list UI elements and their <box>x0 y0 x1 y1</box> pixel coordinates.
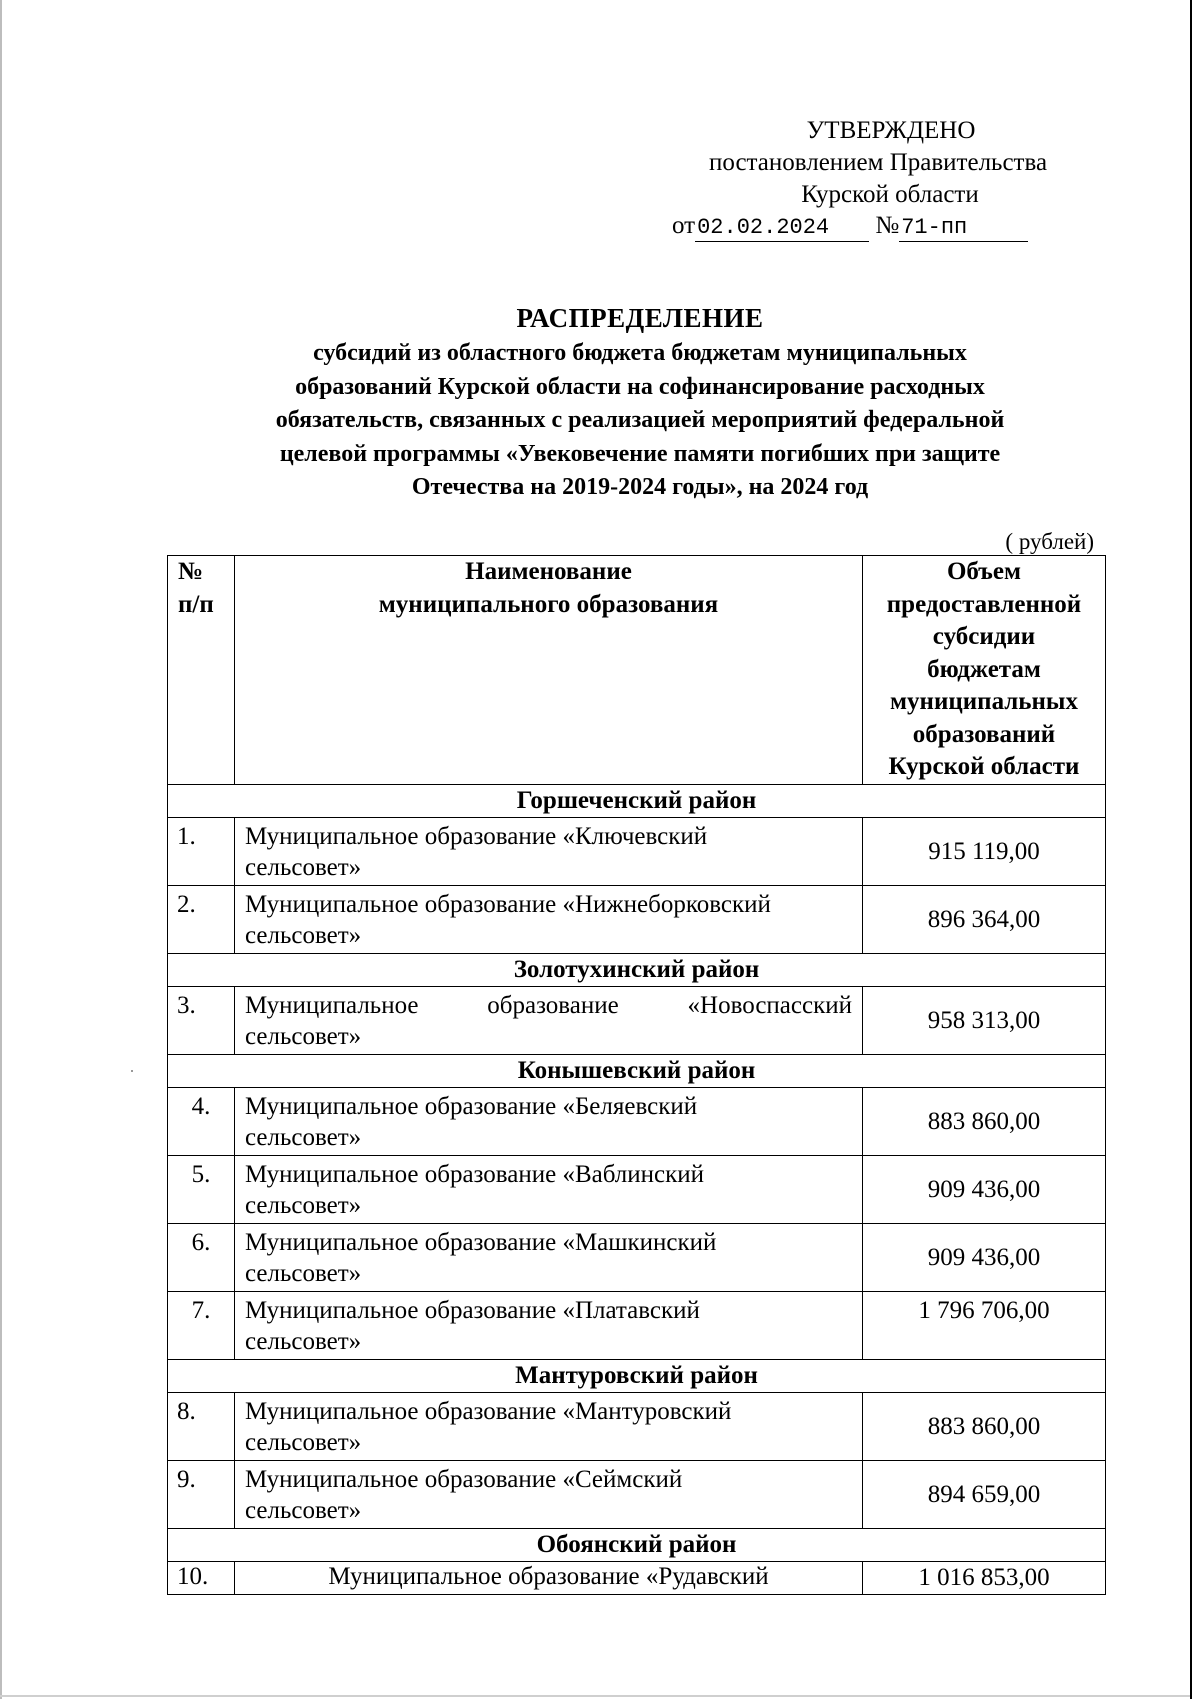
district-row <box>168 784 1106 817</box>
row-name: Муниципальное образование «Ключевский сельсовет» <box>235 817 863 885</box>
district-row <box>168 1359 1106 1392</box>
from-label: от <box>672 212 696 239</box>
row-number: 8. <box>168 1392 235 1460</box>
table-row <box>168 1223 1106 1291</box>
row-number: 9. <box>168 1460 235 1528</box>
row-amount: 909 436,00 <box>863 1155 1106 1223</box>
row-name: Муниципальное образование «Платавский сельсовет» <box>235 1291 863 1359</box>
district-name: Конышевский район <box>168 1054 1106 1087</box>
row-amount: 1 016 853,00 <box>863 1561 1106 1594</box>
scan-bottom-edge <box>0 1695 1190 1697</box>
table-row <box>168 1291 1106 1359</box>
row-amount: 883 860,00 <box>863 1392 1106 1460</box>
approval-decree-line: постановлением Правительства <box>708 149 1048 176</box>
district-name: Мантуровский район <box>168 1359 1106 1392</box>
distribution-table <box>167 555 1106 1595</box>
row-amount: 883 860,00 <box>863 1087 1106 1155</box>
district-row <box>168 1054 1106 1087</box>
row-amount: 915 119,00 <box>863 817 1106 885</box>
scan-speck <box>131 1070 133 1072</box>
row-amount: 896 364,00 <box>863 885 1106 953</box>
title-line-5: Отечества на 2019-2024 годы», на 2024 год <box>411 474 869 500</box>
row-number: 10. <box>168 1561 235 1594</box>
header-num: № п/п <box>168 556 235 785</box>
number-label: № <box>875 212 900 239</box>
row-name: Муниципальное образование «Новоспасский сельсовет» <box>235 986 863 1054</box>
order-date: 02.02.2024 <box>695 215 869 242</box>
table-row <box>168 817 1106 885</box>
district-name: Золотухинский район <box>168 953 1106 986</box>
row-name: Муниципальное образование «Машкинский сельсовет» <box>235 1223 863 1291</box>
row-name: Муниципальное образование «Сеймский сельсовет» <box>235 1460 863 1528</box>
table-row <box>168 1392 1106 1460</box>
row-number: 4. <box>168 1087 235 1155</box>
scan-right-edge <box>1190 0 1200 1699</box>
row-number: 3. <box>168 986 235 1054</box>
row-name: Муниципальное образование «Мантуровский сельсовет» <box>235 1392 863 1460</box>
district-row <box>168 953 1106 986</box>
table-row <box>168 1087 1106 1155</box>
row-number: 1. <box>168 817 235 885</box>
row-amount: 909 436,00 <box>863 1223 1106 1291</box>
table-row <box>168 1460 1106 1528</box>
district-name: Обоянский район <box>168 1528 1106 1561</box>
approval-block <box>640 115 1100 211</box>
district-name: Горшеченский район <box>168 784 1106 817</box>
table-row <box>168 885 1106 953</box>
row-amount: 894 659,00 <box>863 1460 1106 1528</box>
district-row <box>168 1528 1106 1561</box>
row-name: Муниципальное образование «Нижнеборковский сельсовет» <box>235 885 863 953</box>
approval-region-line: Курской области <box>801 181 979 208</box>
row-amount: 958 313,00 <box>863 986 1106 1054</box>
row-name: Муниципальное образование «Беляевский сельсовет» <box>235 1087 863 1155</box>
order-number: 71-пп <box>899 215 1028 242</box>
table-header-row <box>168 556 1106 785</box>
row-amount: 1 796 706,00 <box>863 1291 1106 1359</box>
table-row <box>168 1561 1106 1594</box>
document-title <box>160 300 1120 504</box>
title-line-1: субсидий из областного бюджета бюджетам муниципальных <box>313 340 967 366</box>
title-line-4: целевой программы «Увековечение памяти погибших при защите <box>279 440 1001 467</box>
header-amount: Объем предоставленной субсидии бюджетам муниципальных образований Курской области <box>863 556 1106 785</box>
title-line-3: обязательств, связанных с реализацией мероприятий федеральной <box>275 407 1005 433</box>
row-number: 2. <box>168 885 235 953</box>
scan-left-edge <box>0 0 2 1699</box>
title-line-2: образований Курской области на софинансирование расходных <box>295 373 985 400</box>
header-name: Наименование муниципального образования <box>235 556 863 785</box>
row-name: Муниципальное образование «Ваблинский сельсовет» <box>235 1155 863 1223</box>
currency-unit: ( рублей) <box>1005 529 1094 554</box>
row-name: Муниципальное образование «Рудавский <box>235 1561 863 1594</box>
order-reference <box>672 212 1028 242</box>
table-row <box>168 986 1106 1054</box>
row-number: 5. <box>168 1155 235 1223</box>
row-number: 7. <box>168 1291 235 1359</box>
table-row <box>168 1155 1106 1223</box>
row-number: 6. <box>168 1223 235 1291</box>
approval-heading: УТВЕРЖДЕНО <box>806 117 976 144</box>
title-heading: РАСПРЕДЕЛЕНИЕ <box>516 303 764 333</box>
